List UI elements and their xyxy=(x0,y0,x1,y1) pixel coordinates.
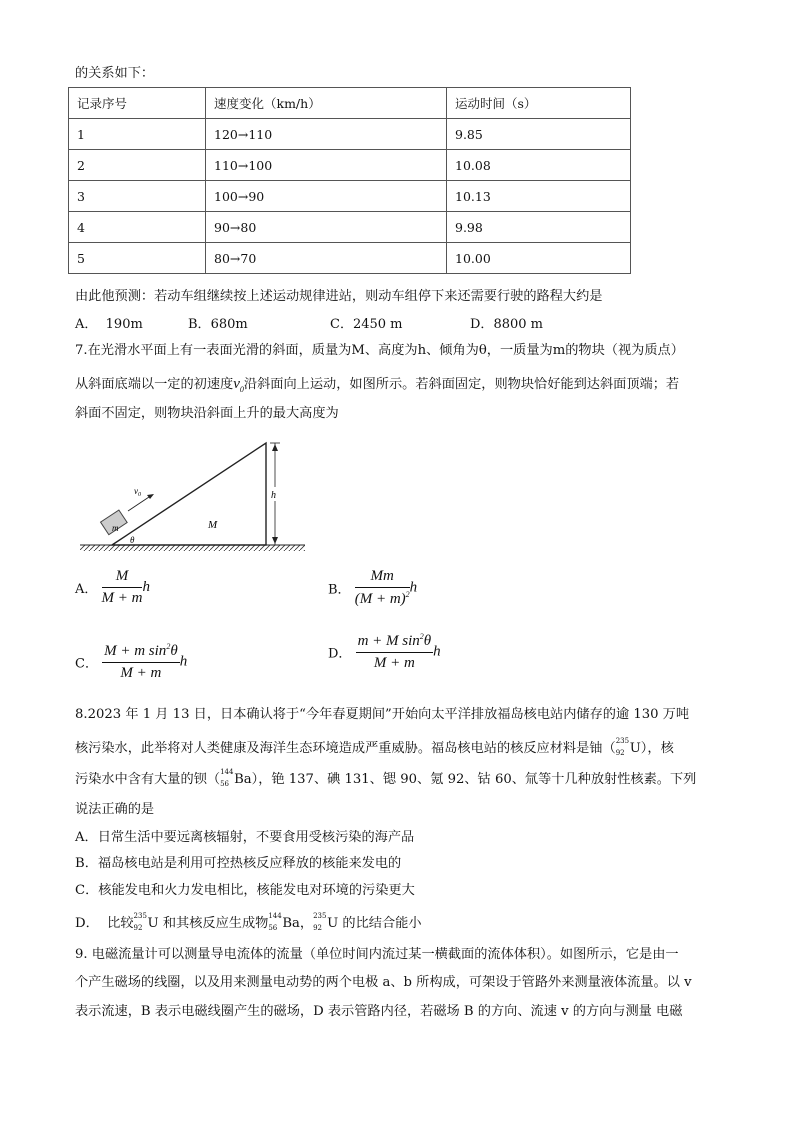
table-cell: 80→70 xyxy=(206,243,447,274)
table-cell: 4 xyxy=(69,212,206,243)
uranium-nuclide: 235 92 xyxy=(615,736,630,757)
fraction: $\frac{M}{M + m}$ xyxy=(101,568,143,606)
height-arrow-top xyxy=(272,444,278,451)
q8-option-a: A．日常生活中要远离核辐射，不要食用受核污染的海产品 xyxy=(75,830,415,845)
q6-stem: 由此他预测：若动车组继续按上述运动规律进站，则动车组停下来还需要行驶的路程大约是 xyxy=(75,289,603,304)
block-m-label: m xyxy=(112,523,119,533)
q6-option-d: D．8800 m xyxy=(470,317,543,332)
table-header-row xyxy=(69,88,631,119)
q8-line4: 说法正确的是 xyxy=(75,802,155,817)
col-header: 记录序号 xyxy=(69,88,206,119)
q6-option-c: C．2450 m xyxy=(330,317,403,332)
height-h-label: h xyxy=(271,490,276,501)
table-row xyxy=(69,243,631,274)
speed-record-table xyxy=(68,87,631,274)
fraction: $\frac{M + m \sin^2\theta}{M + m}$ xyxy=(104,642,178,681)
q7-line1: 7.在光滑水平面上有一表面光滑的斜面，质量为M、高度为h、倾角为θ，一质量为m的物块（视为质点） xyxy=(75,343,684,358)
barium-nuclide: 144 56 xyxy=(268,911,282,932)
fraction: $\frac{Mm}{(M + m)^2}$ xyxy=(354,568,410,607)
q8-line2: 核污染水，此举将对人类健康及海洋生态环境造成严重威胁。福岛核电站的核反应材料是铀（ 235 92 U），核 xyxy=(75,736,674,757)
barium-nuclide: 144 56 xyxy=(220,767,234,788)
q8-line3: 污染水中含有大量的钡（ 144 56 Ba），铯 137、碘 131、锶 90、氪 92、钴 60、氚等十几种放射性核素。下列 xyxy=(75,767,697,788)
col-header: 速度变化（km/h） xyxy=(206,88,447,119)
q9-line2: 个产生磁场的线圈，以及用来测量电动势的两个电极 a、b 所构成，可架设于管路外来测量液体流量。以 v xyxy=(75,975,692,990)
ground-hatch xyxy=(80,545,305,551)
table-row xyxy=(69,119,631,150)
table-cell: 2 xyxy=(69,150,206,181)
height-arrow-bottom xyxy=(272,537,278,544)
q7-option-d: D． $\frac{m + M \sin^2\theta}{M + m}$ h xyxy=(328,632,441,671)
wedge-M-label: M xyxy=(208,519,218,531)
table-cell: 3 xyxy=(69,181,206,212)
fraction: $\frac{m + M \sin^2\theta}{M + m}$ xyxy=(357,632,432,671)
table-cell: 120→110 xyxy=(206,119,447,150)
velocity-arrowhead xyxy=(147,494,154,499)
table-cell: 110→100 xyxy=(206,150,447,181)
q9-line1: 9. 电磁流量计可以测量导电流体的流量（单位时间内流过某一横截面的流体体积）。如图所示，它是由一 xyxy=(75,947,679,962)
q8-line1: 8.2023 年 1 月 13 日，日本确认将于“今年春夏期间”开始向太平洋排放福岛核电站内储存的逾 130 万吨 xyxy=(75,707,690,722)
table-row xyxy=(69,181,631,212)
v0-symbol: $v_0$ xyxy=(233,376,244,394)
q9-line3: 表示流速，B 表示电磁线圈产生的磁场，D 表示管路内径，若磁场 B 的方向、流速 v 的方向与测量 电磁 xyxy=(75,1004,683,1019)
table-cell: 10.00 xyxy=(447,243,631,274)
q7-option-a: A． $\frac{M}{M + m}$ h xyxy=(75,568,150,606)
q7-line2: 从斜面底端以一定的初速度$v_0$沿斜面向上运动，如图所示。若斜面固定，则物块恰好能到达斜面顶端；若 xyxy=(75,376,680,394)
q7-option-b: B． $\frac{Mm}{(M + m)^2}$ h xyxy=(328,568,418,607)
theta-label: θ xyxy=(130,535,135,545)
table-cell: 10.08 xyxy=(447,150,631,181)
uranium-nuclide: 235 92 xyxy=(313,911,327,932)
table-cell: 1 xyxy=(69,119,206,150)
table-row xyxy=(69,150,631,181)
col-header: 运动时间（s） xyxy=(447,88,631,119)
table-cell: 90→80 xyxy=(206,212,447,243)
incline-figure xyxy=(80,435,310,555)
uranium-nuclide: 235 92 xyxy=(133,911,147,932)
q6-option-a: A． 190m xyxy=(75,317,143,332)
q7-line3: 斜面不固定，则物块沿斜面上升的最大高度为 xyxy=(75,406,339,421)
intro-text: 的关系如下： xyxy=(75,66,155,81)
table-cell: 9.98 xyxy=(447,212,631,243)
table-cell: 5 xyxy=(69,243,206,274)
q8-option-c: C．核能发电和火力发电相比，核能发电对环境的污染更大 xyxy=(75,883,415,898)
q7-option-c: C． $\frac{M + m \sin^2\theta}{M + m}$ h xyxy=(75,642,188,681)
table-row xyxy=(69,212,631,243)
q8-option-d: D． 比较 235 92 U 和其核反应生成物 144 56 Ba， 235 92 U 的比结合能小 xyxy=(75,911,422,932)
v0-label: $v_0$ xyxy=(134,486,141,498)
table-cell: 100→90 xyxy=(206,181,447,212)
q8-option-b: B．福岛核电站是利用可控热核反应释放的核能来发电的 xyxy=(75,856,402,871)
table-cell: 10.13 xyxy=(447,181,631,212)
table-cell: 9.85 xyxy=(447,119,631,150)
q6-option-b: B．680m xyxy=(188,317,248,332)
